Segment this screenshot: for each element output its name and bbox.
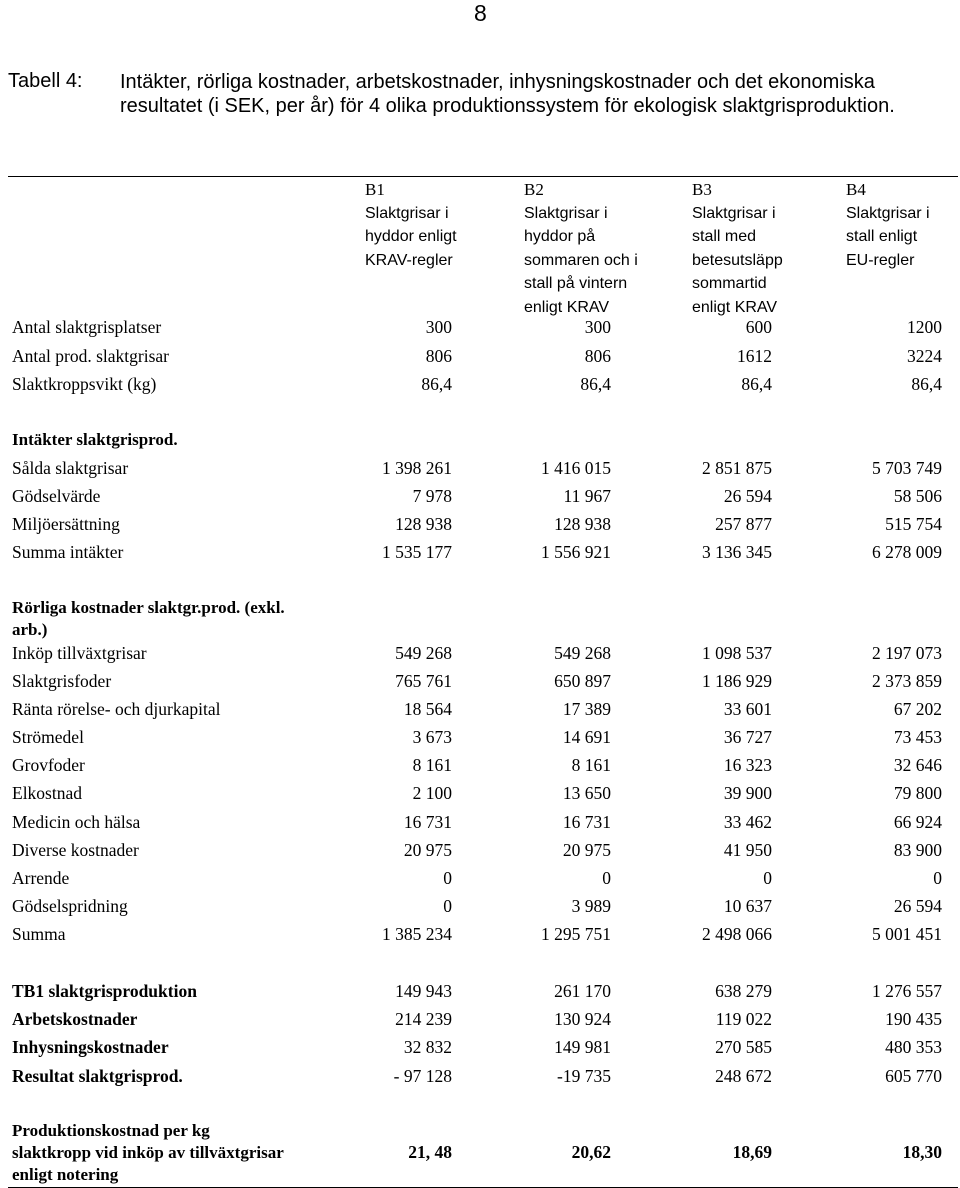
cell-b3: 39 900 xyxy=(723,783,772,803)
row-label: Summa xyxy=(12,924,66,944)
cell-b2: 20 975 xyxy=(562,840,611,860)
column-desc-line: sommartid xyxy=(692,275,767,292)
table-row xyxy=(12,317,942,345)
cell-b1: 1 398 261 xyxy=(382,458,452,478)
table-row xyxy=(12,486,942,514)
cell-b2: 650 897 xyxy=(554,671,611,691)
row-label: Antal slaktgrisplatser xyxy=(12,317,162,337)
cell-b1: 1 385 234 xyxy=(382,924,452,944)
table-row xyxy=(12,840,942,868)
cell-b1: 549 268 xyxy=(395,643,452,663)
table-row xyxy=(12,896,942,924)
cell-b4: 1200 xyxy=(907,317,942,337)
cell-b4: 32 646 xyxy=(893,755,942,775)
table-row xyxy=(12,699,942,727)
column-desc-line: enligt KRAV xyxy=(692,298,778,316)
cell-b3: 270 585 xyxy=(715,1037,772,1057)
cell-b1: 86,4 xyxy=(421,374,452,394)
cell-b4: 190 435 xyxy=(885,1009,942,1029)
cell-b2: 20,62 xyxy=(571,1142,611,1162)
column-desc-line: Slaktgrisar i xyxy=(365,204,449,222)
cell-b2: 17 389 xyxy=(562,699,611,719)
row-label: Summa intäkter xyxy=(12,542,124,562)
table-row xyxy=(12,458,942,486)
column-desc-line: Slaktgrisar i xyxy=(846,204,930,222)
cell-b2: 300 xyxy=(584,317,611,337)
cell-b1: 0 xyxy=(443,868,452,888)
row-label: Strömedel xyxy=(12,727,84,747)
row-label: Miljöersättning xyxy=(12,514,120,534)
column-header-b3 xyxy=(692,178,783,319)
cell-b4: 605 770 xyxy=(885,1066,942,1086)
row-label: Grovfoder xyxy=(12,755,85,775)
column-code: B4 xyxy=(846,180,866,199)
column-desc-line: EU-regler xyxy=(846,251,915,269)
cell-b4: 480 353 xyxy=(885,1037,942,1057)
table-row xyxy=(12,1037,942,1065)
row-label: Slaktkroppsvikt (kg) xyxy=(12,374,157,394)
cell-b4: 83 900 xyxy=(893,840,942,860)
cell-b3: 248 672 xyxy=(715,1066,772,1086)
cell-b2: 16 731 xyxy=(562,812,611,832)
column-desc-line: Slaktgrisar i xyxy=(524,204,608,222)
cell-b1: 16 731 xyxy=(403,812,452,832)
row-label: Inköp tillväxtgrisar xyxy=(12,643,147,663)
cell-b1: 21, 48 xyxy=(408,1142,452,1162)
cell-b1: 214 239 xyxy=(395,1009,452,1029)
cell-b1: 32 832 xyxy=(403,1037,452,1057)
cell-b3: 16 323 xyxy=(723,755,772,775)
cell-b4: 2 197 073 xyxy=(872,643,942,663)
column-desc-line: KRAV-regler xyxy=(365,251,453,269)
table-row xyxy=(12,346,942,374)
cell-b1: 7 978 xyxy=(412,486,452,506)
cell-b2: 1 556 921 xyxy=(541,542,611,562)
column-desc-line: stall på vintern xyxy=(524,275,628,292)
table-row xyxy=(12,542,942,570)
cell-b1: 149 943 xyxy=(395,981,452,1001)
row-label: Sålda slaktgrisar xyxy=(12,458,129,478)
cell-b2: 1 416 015 xyxy=(541,458,611,478)
column-code: B1 xyxy=(365,180,385,199)
table-row xyxy=(12,812,942,840)
page-number: 8 xyxy=(474,0,487,26)
cell-b3: 86,4 xyxy=(741,374,772,394)
section-title-variable-costs-cont: arb.) xyxy=(12,620,48,639)
cell-b1: 1 535 177 xyxy=(382,542,452,562)
cell-b4: 1 276 557 xyxy=(872,981,942,1001)
cell-b4: 3224 xyxy=(907,346,942,366)
cell-b4: 66 924 xyxy=(893,812,942,832)
table-row xyxy=(12,643,942,671)
column-desc-line: stall enligt xyxy=(846,228,918,245)
cell-b4: 0 xyxy=(933,868,942,888)
table-row xyxy=(12,981,942,1009)
table-row xyxy=(12,783,942,811)
column-desc-line: betesutsläpp xyxy=(692,251,783,269)
row-label: Slaktgrisfoder xyxy=(12,671,112,691)
column-desc-line: stall med xyxy=(692,228,757,245)
column-desc-line: hyddor enligt xyxy=(365,228,457,245)
cell-b3: 1 186 929 xyxy=(702,671,772,691)
row-label: Arrende xyxy=(12,868,70,888)
cell-b3: 33 462 xyxy=(723,812,772,832)
row-label: Diverse kostnader xyxy=(12,840,139,860)
cell-b2: 0 xyxy=(602,868,611,888)
cell-b1: 0 xyxy=(443,896,452,916)
cell-b1: 765 761 xyxy=(395,671,452,691)
production-cost-values xyxy=(12,1142,942,1170)
cell-b2: 806 xyxy=(584,346,611,366)
column-desc-line: Slaktgrisar i xyxy=(692,204,776,222)
cell-b2: 86,4 xyxy=(580,374,611,394)
row-label: Inhysningskostnader xyxy=(12,1037,169,1057)
row-label: Ränta rörelse- och djurkapital xyxy=(12,699,221,719)
cell-b3: 257 877 xyxy=(715,514,772,534)
column-header-b4 xyxy=(846,178,930,272)
production-cost-label-line: Produktionskostnad per kg xyxy=(12,1121,210,1140)
cell-b1: - 97 128 xyxy=(393,1066,452,1086)
section-title-income: Intäkter slaktgrisprod. xyxy=(12,430,178,449)
cell-b4: 79 800 xyxy=(893,783,942,803)
cell-b2: 3 989 xyxy=(571,896,611,916)
table-caption-label: Tabell 4: xyxy=(8,70,83,92)
header-top-rule xyxy=(8,176,958,177)
table-row xyxy=(12,514,942,542)
cell-b3: 600 xyxy=(745,317,772,337)
column-desc-line: enligt KRAV xyxy=(524,298,610,316)
cell-b2: 11 967 xyxy=(563,486,611,506)
row-label: Gödselvärde xyxy=(12,486,101,506)
cell-b4: 18,30 xyxy=(902,1142,942,1162)
cell-b2: 13 650 xyxy=(562,783,611,803)
table-row xyxy=(12,1009,942,1037)
cell-b1: 3 673 xyxy=(412,727,452,747)
cell-b1: 300 xyxy=(425,317,452,337)
cell-b2: 549 268 xyxy=(554,643,611,663)
cell-b4: 515 754 xyxy=(885,514,942,534)
table-row xyxy=(12,755,942,783)
cell-b1: 8 161 xyxy=(412,755,452,775)
table-row xyxy=(12,868,942,896)
table-caption-text: Intäkter, rörliga kostnader, arbetskostnader, inhysningskostnader och det ekonomiska resultatet (i SEK, per år) för 4 olika produktionssystem för ekologisk slaktgrisproduktion. xyxy=(120,71,895,117)
section-title-variable-costs: Rörliga kostnader slaktgr.prod. (exkl. xyxy=(12,598,285,617)
cell-b4: 2 373 859 xyxy=(872,671,942,691)
cell-b4: 6 278 009 xyxy=(872,542,942,562)
cell-b3: 1612 xyxy=(737,346,772,366)
row-label: Resultat slaktgrisprod. xyxy=(12,1066,183,1086)
production-cost-label-line: slaktkropp vid inköp av tillväxtgrisar xyxy=(12,1143,284,1162)
cell-b3: 0 xyxy=(763,868,772,888)
cell-b3: 2 851 875 xyxy=(702,458,772,478)
table-row xyxy=(12,1066,942,1094)
cell-b2: 149 981 xyxy=(554,1037,611,1057)
column-header-b2 xyxy=(524,178,638,319)
column-header-b1 xyxy=(365,178,457,272)
cell-b4: 58 506 xyxy=(893,486,942,506)
cell-b2: -19 735 xyxy=(557,1066,611,1086)
cell-b3: 33 601 xyxy=(723,699,772,719)
cell-b4: 73 453 xyxy=(893,727,942,747)
cell-b2: 1 295 751 xyxy=(541,924,611,944)
cell-b2: 14 691 xyxy=(562,727,611,747)
cell-b4: 5 703 749 xyxy=(872,458,942,478)
cell-b3: 26 594 xyxy=(723,486,772,506)
cell-b2: 8 161 xyxy=(571,755,611,775)
cell-b4: 67 202 xyxy=(893,699,942,719)
cell-b1: 2 100 xyxy=(412,783,452,803)
table-row xyxy=(12,924,942,952)
row-label: Antal prod. slaktgrisar xyxy=(12,346,169,366)
cell-b3: 119 022 xyxy=(715,1009,772,1029)
table-row xyxy=(12,727,942,755)
cell-b3: 10 637 xyxy=(723,896,772,916)
table-row xyxy=(12,374,942,402)
column-code: B3 xyxy=(692,180,712,199)
row-label: TB1 slaktgrisproduktion xyxy=(12,981,197,1001)
cell-b4: 86,4 xyxy=(911,374,942,394)
row-label: Medicin och hälsa xyxy=(12,812,141,832)
row-label: Arbetskostnader xyxy=(12,1009,138,1029)
cell-b3: 18,69 xyxy=(732,1142,772,1162)
cell-b1: 806 xyxy=(425,346,452,366)
column-desc-line: hyddor på xyxy=(524,228,596,245)
cell-b3: 638 279 xyxy=(715,981,772,1001)
cell-b3: 1 098 537 xyxy=(702,643,772,663)
cell-b3: 3 136 345 xyxy=(702,542,772,562)
column-desc-line: sommaren och i xyxy=(524,251,638,269)
cell-b2: 261 170 xyxy=(554,981,611,1001)
cell-b3: 2 498 066 xyxy=(702,924,772,944)
production-cost-label-line: enligt notering xyxy=(12,1165,119,1184)
cell-b4: 26 594 xyxy=(893,896,942,916)
cell-b4: 5 001 451 xyxy=(872,924,942,944)
cell-b1: 128 938 xyxy=(395,514,452,534)
column-code: B2 xyxy=(524,180,544,199)
cell-b2: 128 938 xyxy=(554,514,611,534)
row-label: Elkostnad xyxy=(12,783,82,803)
cell-b3: 41 950 xyxy=(723,840,772,860)
cell-b3: 36 727 xyxy=(723,727,772,747)
table-row xyxy=(12,671,942,699)
cell-b2: 130 924 xyxy=(554,1009,611,1029)
row-label: Gödselspridning xyxy=(12,896,128,916)
cell-b1: 20 975 xyxy=(403,840,452,860)
cell-b1: 18 564 xyxy=(403,699,452,719)
